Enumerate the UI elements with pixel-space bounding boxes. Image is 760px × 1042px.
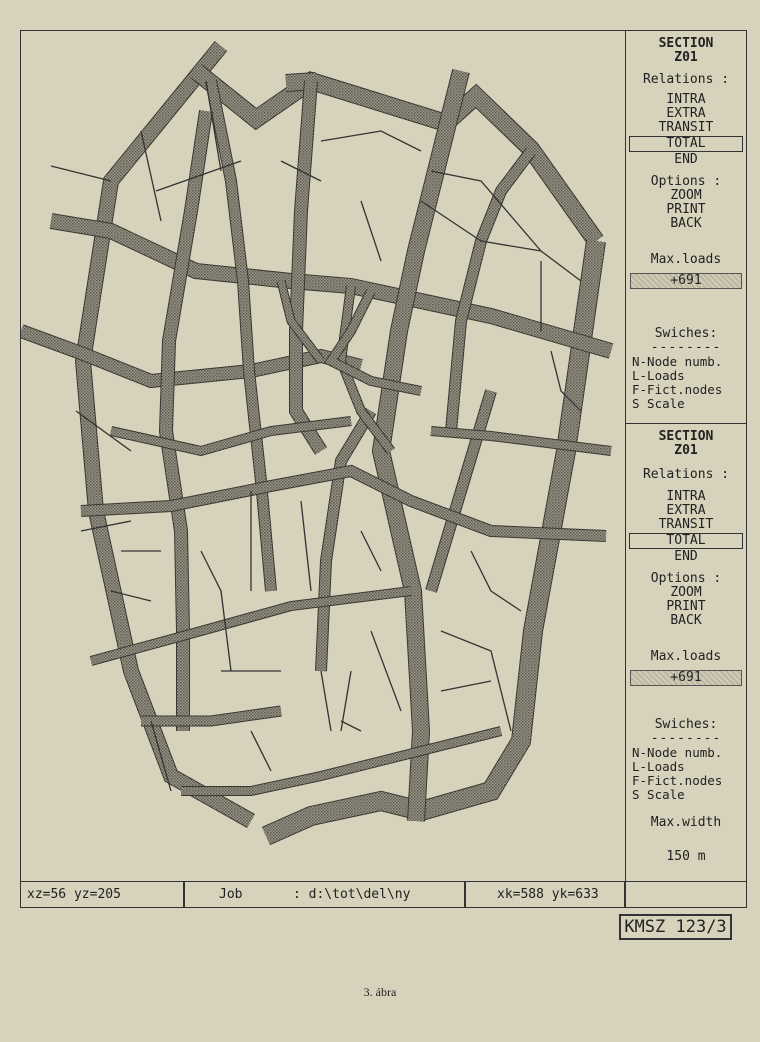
local-street-link [441,631,511,731]
relation-transit[interactable]: TRANSIT [658,120,714,135]
relations-list [626,93,746,167]
relation-extra[interactable]: EXTRA [666,503,706,518]
switch-loads[interactable]: L-Loads [632,759,685,774]
switch-fictive-nodes[interactable]: F-Fict.nodes [632,382,723,397]
local-street-link [201,551,231,671]
local-street-link [51,166,111,181]
local-street-link [371,631,401,711]
road-link-load-band[interactable] [196,71,596,241]
cursor-end-coords: xk=588 yk=633 [497,887,599,902]
relation-total-selected[interactable]: TOTAL [629,533,743,549]
local-street-link [301,501,311,591]
relation-total-selected[interactable]: TOTAL [629,136,743,152]
local-street-link [341,721,361,731]
max-loads-label: Max.loads [650,252,722,267]
relations-list [626,490,746,564]
local-street-link [481,241,581,281]
section-title: SECTION [658,36,714,51]
control-panel-top [626,31,746,424]
option-back[interactable]: BACK [670,216,702,231]
local-street-link [441,681,491,691]
option-back[interactable]: BACK [670,613,702,628]
local-street-link [341,671,351,731]
figure-caption: 3. ábra [363,985,397,999]
switch-scale[interactable]: S Scale [632,396,685,411]
road-link-load-band[interactable] [431,391,491,591]
road-link-load-band[interactable] [21,331,361,381]
max-loads-value: +691 [630,273,742,289]
relation-end[interactable]: END [674,549,698,564]
relations-label: Relations : [642,72,730,87]
road-link-load-band[interactable] [181,731,501,791]
switch-scale[interactable]: S Scale [632,787,685,802]
section-title: SECTION [658,429,714,444]
status-bar [21,881,746,908]
max-width-label: Max.width [650,815,722,830]
switches-underline: -------- [650,340,722,355]
local-street-link [321,131,421,151]
status-divider [464,882,466,908]
cursor-start-coords: xz=56 yz=205 [27,887,121,902]
job-label: Job [219,887,243,902]
switch-node-numbers[interactable]: N-Node numb. [632,745,723,760]
status-divider [183,882,185,908]
figure-id-stamp: KMSZ 123/3 [619,914,732,940]
status-divider [624,882,626,908]
section-code: Z01 [674,50,698,65]
switches-label: Swiches: [654,326,718,341]
options-label: Options : [650,571,722,586]
switch-node-numbers[interactable]: N-Node numb. [632,354,723,369]
switch-fictive-nodes[interactable]: F-Fict.nodes [632,773,723,788]
section-code: Z01 [674,443,698,458]
relation-extra[interactable]: EXTRA [666,106,706,121]
options-label: Options : [650,174,722,189]
relation-transit[interactable]: TRANSIT [658,517,714,532]
switches-label: Swiches: [654,717,718,732]
road-link-load-band[interactable] [51,221,611,351]
relation-end[interactable]: END [674,152,698,167]
local-street-link [361,201,381,261]
application-screen [20,30,747,908]
option-print[interactable]: PRINT [666,599,706,614]
option-print[interactable]: PRINT [666,202,706,217]
switches-underline: -------- [650,731,722,746]
network-map[interactable] [21,31,626,881]
relations-label: Relations : [642,467,730,482]
local-street-link [471,551,521,611]
option-zoom[interactable]: ZOOM [670,585,702,600]
max-loads-value: +691 [630,670,742,686]
relation-intra[interactable]: INTRA [666,92,706,107]
switch-loads[interactable]: L-Loads [632,368,685,383]
local-street-link [251,731,271,771]
road-network-canvas [21,31,626,881]
job-path: : d:\tot\del\ny [293,887,411,902]
local-street-link [321,671,331,731]
control-panel-bottom [626,424,746,879]
local-street-link [361,531,381,571]
max-width-value: 150 m [666,849,706,864]
relation-intra[interactable]: INTRA [666,489,706,504]
option-zoom[interactable]: ZOOM [670,188,702,203]
max-loads-label: Max.loads [650,649,722,664]
road-link-load-band[interactable] [431,431,611,451]
